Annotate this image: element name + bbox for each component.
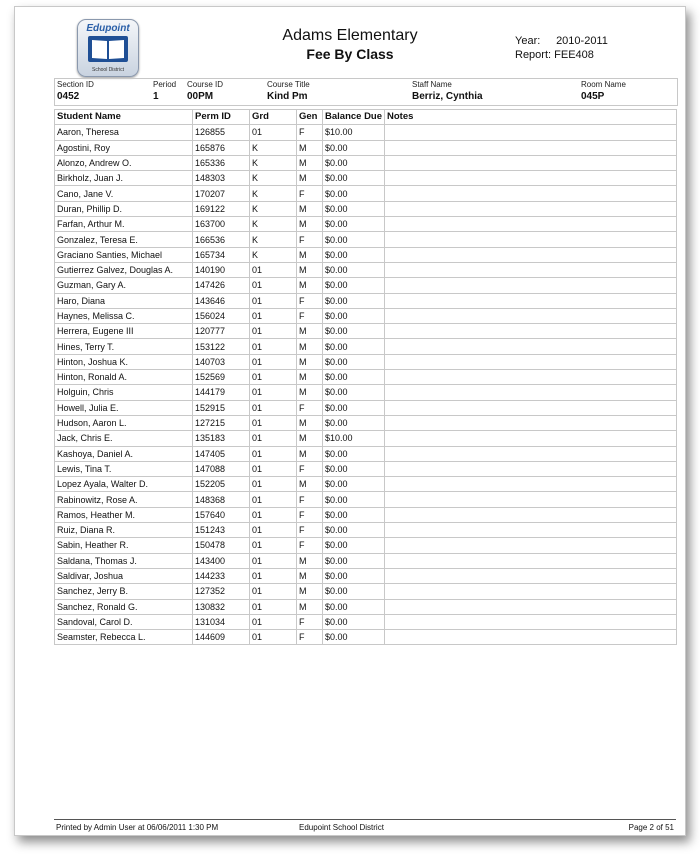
table-row <box>55 553 677 568</box>
cell-balance-due: $10.00 <box>323 431 385 446</box>
cell-student-name: Alonzo, Andrew O. <box>55 155 193 170</box>
col-notes: Notes <box>385 110 677 125</box>
cell-grade: 01 <box>250 568 297 583</box>
cell-balance-due: $0.00 <box>323 155 385 170</box>
table-row <box>55 431 677 446</box>
table-row <box>55 461 677 476</box>
cell-balance-due: $0.00 <box>323 262 385 277</box>
cell-balance-due: $0.00 <box>323 186 385 201</box>
cell-perm-id: 135183 <box>193 431 250 446</box>
cell-gender: M <box>297 171 323 186</box>
cell-student-name: Ramos, Heather M. <box>55 507 193 522</box>
table-row <box>55 523 677 538</box>
cell-perm-id: 148368 <box>193 492 250 507</box>
cell-balance-due: $0.00 <box>323 599 385 614</box>
cell-grade: 01 <box>250 431 297 446</box>
school-name: Adams Elementary <box>282 27 418 44</box>
cell-notes <box>385 308 677 323</box>
cell-balance-due: $0.00 <box>323 538 385 553</box>
cell-grade: K <box>250 217 297 232</box>
cell-student-name: Herrera, Eugene III <box>55 324 193 339</box>
cell-notes <box>385 538 677 553</box>
cell-perm-id: 130832 <box>193 599 250 614</box>
cell-perm-id: 157640 <box>193 507 250 522</box>
cell-gender: M <box>297 354 323 369</box>
cell-balance-due: $0.00 <box>323 385 385 400</box>
table-row <box>55 477 677 492</box>
cell-perm-id: 150478 <box>193 538 250 553</box>
cell-notes <box>385 171 677 186</box>
cell-student-name: Lopez Ayala, Walter D. <box>55 477 193 492</box>
cell-grade: 01 <box>250 125 297 140</box>
cell-student-name: Jack, Chris E. <box>55 431 193 446</box>
footer-district: Edupoint School District <box>299 823 384 832</box>
table-row <box>55 385 677 400</box>
cell-gender: M <box>297 415 323 430</box>
course-title-label: Course Title <box>267 80 310 89</box>
cell-balance-due: $0.00 <box>323 400 385 415</box>
cell-balance-due: $0.00 <box>323 278 385 293</box>
section-id-value: 0452 <box>57 91 80 102</box>
cell-grade: 01 <box>250 446 297 461</box>
cell-balance-due: $0.00 <box>323 523 385 538</box>
cell-notes <box>385 431 677 446</box>
cell-grade: 01 <box>250 630 297 645</box>
cell-perm-id: 148303 <box>193 171 250 186</box>
table-row <box>55 171 677 186</box>
cell-perm-id: 144609 <box>193 630 250 645</box>
cell-gender: F <box>297 492 323 507</box>
section-info-box <box>54 78 678 106</box>
cell-notes <box>385 354 677 369</box>
cell-student-name: Hines, Terry T. <box>55 339 193 354</box>
printed-by: Printed by Admin User at 06/06/2011 1:30 PM <box>56 823 219 832</box>
cell-student-name: Sandoval, Carol D. <box>55 614 193 629</box>
col-grade: Grd <box>250 110 297 125</box>
cell-student-name: Holguin, Chris <box>55 385 193 400</box>
cell-notes <box>385 461 677 476</box>
edupoint-logo <box>77 19 139 77</box>
cell-gender: F <box>297 523 323 538</box>
cell-balance-due: $0.00 <box>323 324 385 339</box>
cell-notes <box>385 339 677 354</box>
cell-notes <box>385 217 677 232</box>
table-row <box>55 232 677 247</box>
cell-balance-due: $0.00 <box>323 201 385 216</box>
cell-notes <box>385 140 677 155</box>
period-value: 1 <box>153 91 159 102</box>
table-row <box>55 217 677 232</box>
cell-perm-id: 147426 <box>193 278 250 293</box>
staff-label: Staff Name <box>412 80 452 89</box>
cell-grade: 01 <box>250 415 297 430</box>
cell-student-name: Birkholz, Juan J. <box>55 171 193 186</box>
cell-balance-due: $0.00 <box>323 308 385 323</box>
table-row <box>55 155 677 170</box>
cell-gender: F <box>297 125 323 140</box>
cell-balance-due: $0.00 <box>323 339 385 354</box>
cell-notes <box>385 523 677 538</box>
cell-grade: K <box>250 140 297 155</box>
cell-balance-due: $0.00 <box>323 140 385 155</box>
cell-student-name: Gutierrez Galvez, Douglas A. <box>55 262 193 277</box>
table-row <box>55 507 677 522</box>
book-icon <box>88 36 128 62</box>
cell-grade: 01 <box>250 538 297 553</box>
cell-balance-due: $0.00 <box>323 354 385 369</box>
cell-gender: M <box>297 324 323 339</box>
table-row <box>55 140 677 155</box>
cell-notes <box>385 477 677 492</box>
table-row <box>55 293 677 308</box>
year-label: Year: <box>515 35 541 47</box>
table-row <box>55 324 677 339</box>
report-value: FEE408 <box>554 49 594 61</box>
cell-notes <box>385 324 677 339</box>
cell-student-name: Sabin, Heather R. <box>55 538 193 553</box>
cell-perm-id: 120777 <box>193 324 250 339</box>
cell-student-name: Hinton, Joshua K. <box>55 354 193 369</box>
cell-grade: 01 <box>250 523 297 538</box>
page-footer <box>54 819 676 832</box>
cell-student-name: Farfan, Arthur M. <box>55 217 193 232</box>
cell-grade: 01 <box>250 477 297 492</box>
section-id-label: Section ID <box>57 80 94 89</box>
cell-gender: F <box>297 186 323 201</box>
table-row <box>55 201 677 216</box>
table-row <box>55 262 677 277</box>
cell-balance-due: $0.00 <box>323 630 385 645</box>
table-row <box>55 354 677 369</box>
cell-balance-due: $0.00 <box>323 568 385 583</box>
cell-notes <box>385 584 677 599</box>
cell-grade: 01 <box>250 400 297 415</box>
cell-gender: M <box>297 155 323 170</box>
room-label: Room Name <box>581 80 626 89</box>
table-row <box>55 568 677 583</box>
table-row <box>55 278 677 293</box>
table-header-row <box>55 110 677 125</box>
cell-balance-due: $0.00 <box>323 415 385 430</box>
room-value: 045P <box>581 91 605 102</box>
table-row <box>55 538 677 553</box>
cell-balance-due: $0.00 <box>323 477 385 492</box>
cell-notes <box>385 599 677 614</box>
cell-gender: M <box>297 339 323 354</box>
cell-perm-id: 143646 <box>193 293 250 308</box>
cell-grade: 01 <box>250 324 297 339</box>
report-page <box>14 6 686 836</box>
cell-grade: K <box>250 155 297 170</box>
report-line <box>515 49 594 61</box>
cell-balance-due: $0.00 <box>323 293 385 308</box>
cell-notes <box>385 201 677 216</box>
table-row <box>55 308 677 323</box>
cell-notes <box>385 614 677 629</box>
cell-notes <box>385 293 677 308</box>
cell-gender: F <box>297 507 323 522</box>
table-row <box>55 584 677 599</box>
col-student-name: Student Name <box>55 110 193 125</box>
cell-balance-due: $0.00 <box>323 614 385 629</box>
cell-student-name: Sanchez, Jerry B. <box>55 584 193 599</box>
cell-student-name: Graciano Santies, Michael <box>55 247 193 262</box>
cell-gender: F <box>297 538 323 553</box>
cell-gender: M <box>297 446 323 461</box>
staff-value: Berriz, Cynthia <box>412 91 483 102</box>
cell-perm-id: 147405 <box>193 446 250 461</box>
cell-gender: M <box>297 217 323 232</box>
cell-student-name: Cano, Jane V. <box>55 186 193 201</box>
course-id-label: Course ID <box>187 80 224 89</box>
period-label: Period <box>153 80 177 89</box>
table-row <box>55 614 677 629</box>
cell-perm-id: 152205 <box>193 477 250 492</box>
cell-grade: 01 <box>250 461 297 476</box>
cell-grade: 01 <box>250 354 297 369</box>
cell-grade: K <box>250 201 297 216</box>
cell-perm-id: 140703 <box>193 354 250 369</box>
cell-gender: M <box>297 140 323 155</box>
cell-gender: F <box>297 308 323 323</box>
cell-notes <box>385 507 677 522</box>
cell-notes <box>385 278 677 293</box>
cell-gender: F <box>297 293 323 308</box>
cell-student-name: Hinton, Ronald A. <box>55 370 193 385</box>
cell-gender: M <box>297 262 323 277</box>
cell-gender: M <box>297 201 323 216</box>
cell-perm-id: 151243 <box>193 523 250 538</box>
cell-perm-id: 126855 <box>193 125 250 140</box>
cell-balance-due: $0.00 <box>323 553 385 568</box>
cell-perm-id: 127215 <box>193 415 250 430</box>
student-fee-table <box>54 109 677 645</box>
cell-gender: F <box>297 614 323 629</box>
cell-notes <box>385 553 677 568</box>
cell-gender: M <box>297 568 323 583</box>
col-gender: Gen <box>297 110 323 125</box>
cell-grade: K <box>250 171 297 186</box>
table-body <box>55 125 677 645</box>
cell-notes <box>385 568 677 583</box>
year-value: 2010-2011 <box>556 35 608 47</box>
cell-balance-due: $0.00 <box>323 171 385 186</box>
cell-gender: F <box>297 630 323 645</box>
cell-grade: 01 <box>250 278 297 293</box>
cell-notes <box>385 630 677 645</box>
cell-gender: M <box>297 431 323 446</box>
cell-student-name: Kashoya, Daniel A. <box>55 446 193 461</box>
cell-perm-id: 144179 <box>193 385 250 400</box>
cell-student-name: Haynes, Melissa C. <box>55 308 193 323</box>
cell-perm-id: 140190 <box>193 262 250 277</box>
cell-perm-id: 166536 <box>193 232 250 247</box>
cell-gender: M <box>297 553 323 568</box>
cell-notes <box>385 400 677 415</box>
cell-student-name: Gonzalez, Teresa E. <box>55 232 193 247</box>
cell-gender: M <box>297 278 323 293</box>
cell-grade: K <box>250 247 297 262</box>
cell-gender: M <box>297 247 323 262</box>
cell-grade: 01 <box>250 385 297 400</box>
col-balance-due: Balance Due <box>323 110 385 125</box>
cell-perm-id: 143400 <box>193 553 250 568</box>
table-row <box>55 446 677 461</box>
cell-grade: K <box>250 186 297 201</box>
cell-student-name: Saldivar, Joshua <box>55 568 193 583</box>
cell-student-name: Rabinowitz, Rose A. <box>55 492 193 507</box>
table-row <box>55 599 677 614</box>
cell-notes <box>385 155 677 170</box>
cell-balance-due: $0.00 <box>323 446 385 461</box>
table-row <box>55 630 677 645</box>
cell-notes <box>385 247 677 262</box>
table-row <box>55 492 677 507</box>
cell-grade: 01 <box>250 584 297 599</box>
cell-gender: F <box>297 461 323 476</box>
cell-student-name: Haro, Diana <box>55 293 193 308</box>
cell-student-name: Agostini, Roy <box>55 140 193 155</box>
cell-balance-due: $0.00 <box>323 232 385 247</box>
cell-perm-id: 152569 <box>193 370 250 385</box>
cell-student-name: Saldana, Thomas J. <box>55 553 193 568</box>
cell-notes <box>385 262 677 277</box>
cell-student-name: Howell, Julia E. <box>55 400 193 415</box>
course-title-value: Kind Pm <box>267 91 308 102</box>
cell-grade: 01 <box>250 308 297 323</box>
cell-gender: M <box>297 599 323 614</box>
cell-balance-due: $0.00 <box>323 507 385 522</box>
cell-perm-id: 165734 <box>193 247 250 262</box>
cell-gender: F <box>297 232 323 247</box>
cell-gender: M <box>297 584 323 599</box>
cell-notes <box>385 492 677 507</box>
cell-perm-id: 156024 <box>193 308 250 323</box>
cell-student-name: Duran, Phillip D. <box>55 201 193 216</box>
cell-grade: 01 <box>250 293 297 308</box>
cell-notes <box>385 415 677 430</box>
cell-perm-id: 127352 <box>193 584 250 599</box>
cell-grade: K <box>250 232 297 247</box>
cell-notes <box>385 370 677 385</box>
logo-sub-text: School District <box>92 67 124 73</box>
cell-grade: 01 <box>250 339 297 354</box>
cell-balance-due: $0.00 <box>323 217 385 232</box>
cell-gender: F <box>297 400 323 415</box>
cell-notes <box>385 186 677 201</box>
course-id-value: 00PM <box>187 91 214 102</box>
cell-student-name: Lewis, Tina T. <box>55 461 193 476</box>
logo-brand-text: Edupoint <box>86 23 130 34</box>
cell-balance-due: $0.00 <box>323 584 385 599</box>
cell-perm-id: 165336 <box>193 155 250 170</box>
table-row <box>55 400 677 415</box>
table-row <box>55 415 677 430</box>
cell-perm-id: 165876 <box>193 140 250 155</box>
cell-student-name: Sanchez, Ronald G. <box>55 599 193 614</box>
cell-balance-due: $0.00 <box>323 492 385 507</box>
col-perm-id: Perm ID <box>193 110 250 125</box>
cell-perm-id: 144233 <box>193 568 250 583</box>
cell-notes <box>385 385 677 400</box>
cell-notes <box>385 232 677 247</box>
cell-student-name: Seamster, Rebecca L. <box>55 630 193 645</box>
cell-perm-id: 152915 <box>193 400 250 415</box>
report-title: Fee By Class <box>306 46 394 62</box>
cell-student-name: Ruiz, Diana R. <box>55 523 193 538</box>
cell-perm-id: 147088 <box>193 461 250 476</box>
cell-grade: 01 <box>250 599 297 614</box>
cell-gender: M <box>297 477 323 492</box>
cell-notes <box>385 446 677 461</box>
cell-perm-id: 163700 <box>193 217 250 232</box>
cell-perm-id: 153122 <box>193 339 250 354</box>
cell-grade: 01 <box>250 553 297 568</box>
cell-grade: 01 <box>250 507 297 522</box>
cell-balance-due: $0.00 <box>323 461 385 476</box>
cell-gender: M <box>297 370 323 385</box>
cell-perm-id: 169122 <box>193 201 250 216</box>
cell-grade: 01 <box>250 262 297 277</box>
cell-grade: 01 <box>250 492 297 507</box>
report-label: Report: <box>515 49 552 61</box>
table-row <box>55 125 677 140</box>
cell-grade: 01 <box>250 370 297 385</box>
cell-perm-id: 170207 <box>193 186 250 201</box>
cell-gender: M <box>297 385 323 400</box>
cell-balance-due: $0.00 <box>323 247 385 262</box>
cell-student-name: Hudson, Aaron L. <box>55 415 193 430</box>
cell-student-name: Aaron, Theresa <box>55 125 193 140</box>
cell-notes <box>385 125 677 140</box>
table-row <box>55 339 677 354</box>
cell-balance-due: $10.00 <box>323 125 385 140</box>
cell-grade: 01 <box>250 614 297 629</box>
cell-perm-id: 131034 <box>193 614 250 629</box>
year-line <box>515 35 608 47</box>
table-row <box>55 247 677 262</box>
table-row <box>55 186 677 201</box>
page-number: Page 2 of 51 <box>628 823 674 832</box>
cell-balance-due: $0.00 <box>323 370 385 385</box>
cell-student-name: Guzman, Gary A. <box>55 278 193 293</box>
table-row <box>55 370 677 385</box>
